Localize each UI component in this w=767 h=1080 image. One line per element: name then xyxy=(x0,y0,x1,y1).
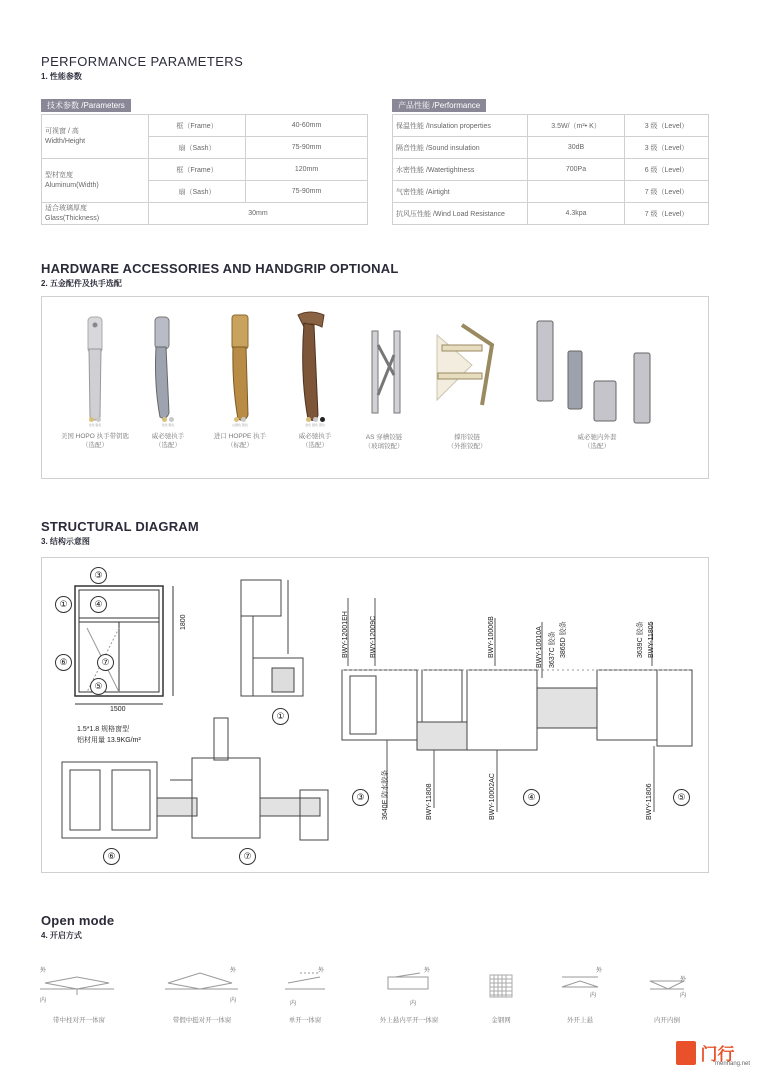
om-in: 内 xyxy=(680,993,687,999)
callout-circle: ⑤ xyxy=(673,789,690,806)
lock-set-icon xyxy=(537,321,650,423)
hardware-name: 威必驰执手 xyxy=(151,433,185,440)
open-mode-name: 内开内倒 xyxy=(654,1017,680,1024)
perf-name: 隔音性能 /Sound insulation xyxy=(393,137,528,159)
open-mode-6-icon xyxy=(562,977,598,987)
section1-subtitle: 1. 性能参数 xyxy=(41,72,82,81)
hardware-name: 威必驰内外套 xyxy=(577,434,617,441)
hardware-name: 威必驰执手 xyxy=(298,433,332,440)
open-mode-name: 外开上悬 xyxy=(567,1017,593,1024)
frame2-label: 框（Frame） xyxy=(149,159,246,181)
part-label: BWY-12009C xyxy=(370,615,377,658)
params-table xyxy=(41,114,368,225)
watermark xyxy=(676,1040,751,1067)
sash2-label: 扇（Sash） xyxy=(149,181,246,203)
perf-level: 6 级（Level） xyxy=(625,159,709,181)
section3-subtitle: 3. 结构示意图 xyxy=(41,537,90,546)
callout-circle: ⑦ xyxy=(97,654,114,671)
om-in: 内 xyxy=(590,993,597,999)
part-label: BWY-10010A xyxy=(536,626,543,668)
hardware-name: 进口 HOPPE 执手 xyxy=(213,433,267,440)
table-row xyxy=(393,181,709,203)
handle-vbh-silver-icon xyxy=(155,317,169,418)
om-out: 外 xyxy=(230,968,237,974)
hardware-note: （玻璃铰配） xyxy=(364,443,404,450)
open-mode-diagrams xyxy=(0,955,767,1015)
om-in: 内 xyxy=(410,1001,417,1007)
perf-value: 700Pa xyxy=(528,159,625,181)
wh-label: 可视窗 / 高 Width/Height xyxy=(42,115,149,159)
perf-value xyxy=(528,181,625,203)
handle-hoppe-gold-icon xyxy=(232,315,248,420)
section2-title: HARDWARE ACCESSORIES AND HANDGRIP OPTIONAL xyxy=(41,261,399,276)
hardware-item xyxy=(202,417,278,450)
callout-circle: ⑦ xyxy=(239,848,256,865)
table-row xyxy=(393,137,709,159)
om-out: 外 xyxy=(40,968,47,974)
part-label: 3637C 胶条 xyxy=(549,631,556,668)
dim-height: 1800 xyxy=(180,614,187,630)
frame-value: 40-60mm xyxy=(246,115,368,137)
om-out: 外 xyxy=(424,968,431,974)
perf-name: 保温性能 /Insulation properties xyxy=(393,115,528,137)
callout-circle: ③ xyxy=(352,789,369,806)
watermark-logo-icon xyxy=(676,1041,696,1065)
glass-value: 30mm xyxy=(149,203,368,225)
om-out: 外 xyxy=(680,977,687,983)
section3-title: STRUCTURAL DIAGRAM xyxy=(41,519,199,534)
handle-hopo-icon xyxy=(88,317,102,420)
hardware-item xyxy=(135,417,201,450)
callout-circle: ① xyxy=(272,708,289,725)
part-label: BWY-11808 xyxy=(426,783,433,820)
hardware-item xyxy=(280,417,350,450)
sash-label: 扇（Sash） xyxy=(149,137,246,159)
params-table-block xyxy=(41,95,368,225)
perf-level: 3 级（Level） xyxy=(625,137,709,159)
part-label: BWY-12001EH xyxy=(342,611,349,658)
params-tag: 技术参数 /Parameters xyxy=(41,99,131,112)
section-3-4-5-detail xyxy=(342,670,692,750)
hardware-box xyxy=(41,296,709,479)
perf-name: 气密性能 /Airtight xyxy=(393,181,528,203)
section2-subtitle: 2. 五金配件及执手选配 xyxy=(41,279,122,288)
open-mode-4-icon xyxy=(388,973,428,989)
diagram-box xyxy=(41,557,709,873)
callout-circle: ⑤ xyxy=(90,678,107,695)
dim-width: 1500 xyxy=(110,706,126,713)
perf-level: 7 级（Level） xyxy=(625,181,709,203)
dot-labels: 金色 银色 xyxy=(161,423,175,427)
perf-value: 4.3kpa xyxy=(528,203,625,225)
perf-value: 30dB xyxy=(528,137,625,159)
part-label: BWY-11806 xyxy=(646,783,653,820)
hinge-as-icon xyxy=(372,331,400,413)
handle-vbh-bronze-icon xyxy=(298,312,324,420)
callout-circle: ⑥ xyxy=(55,654,72,671)
sash-value: 75-90mm xyxy=(246,137,368,159)
part-label: 3865D 胶条 xyxy=(560,621,567,658)
section4-title: Open mode xyxy=(41,913,115,928)
frame2-value: 120mm xyxy=(246,159,368,181)
open-mode-1-icon xyxy=(40,977,114,995)
table-row xyxy=(393,115,709,137)
callout-circle: ③ xyxy=(90,567,107,584)
open-mode-name: 带假中挺对开一体窗 xyxy=(172,1017,232,1024)
table-row xyxy=(393,203,709,225)
hardware-item xyxy=(557,433,637,451)
hinge-stay-icon xyxy=(437,325,492,405)
perf-value: 3.5W/（m²• K） xyxy=(528,115,625,137)
perf-table-block xyxy=(392,95,709,225)
perf-table xyxy=(392,114,709,225)
dot-labels: 金色 银色 黑色 xyxy=(305,423,325,427)
hardware-name: AS 穿槽铰链 xyxy=(365,434,403,441)
open-mode-5-icon xyxy=(490,975,512,997)
om-in: 内 xyxy=(230,998,237,1004)
hardware-note: （选配） xyxy=(302,442,328,449)
hardware-note: （选配） xyxy=(584,443,610,450)
hardware-item xyxy=(352,433,416,451)
hardware-item xyxy=(52,417,138,450)
callout-circle: ⑥ xyxy=(103,848,120,865)
hardware-note: （外推铰配） xyxy=(447,443,487,450)
hardware-name: 美国 HOPO 执手带钥匙 xyxy=(60,433,130,440)
perf-name: 抗风压性能 /Wind Load Resistance xyxy=(393,203,528,225)
perf-level: 7 级（Level） xyxy=(625,203,709,225)
open-mode-name: 金钢网 xyxy=(491,1017,511,1024)
callout-circle: ④ xyxy=(523,789,540,806)
watermark-url: menhang.net xyxy=(715,1061,751,1067)
section-1-detail xyxy=(241,580,303,696)
open-mode-name: 带中柱对开一体窗 xyxy=(53,1017,105,1024)
part-label: BWY-10006B xyxy=(488,616,495,658)
perf-tag: 产品性能 /Performance xyxy=(392,99,486,112)
al-label: 型材宽度 Aluminum(Width) xyxy=(42,159,149,203)
hardware-images xyxy=(42,305,708,435)
open-mode-3-icon xyxy=(285,973,325,989)
perf-name: 水密性能 /Watertightness xyxy=(393,159,528,181)
open-mode-2-icon xyxy=(165,973,238,989)
om-out: 外 xyxy=(596,968,603,974)
table-row xyxy=(393,159,709,181)
hardware-note: （选配） xyxy=(155,442,181,449)
callout-lines xyxy=(348,598,654,812)
hardware-name: 撑形铰链 xyxy=(454,434,480,441)
hardware-note: （选配） xyxy=(82,442,108,449)
glass-label: 适合玻璃厚度 Glass(Thickness) xyxy=(42,203,149,225)
om-out: 外 xyxy=(318,968,325,974)
hardware-note: （标配） xyxy=(227,442,253,449)
open-mode-name: 单开一体窗 xyxy=(288,1017,322,1024)
part-label: BWY-11805 xyxy=(648,621,655,658)
om-in: 内 xyxy=(40,998,47,1004)
sash2-value: 75-90mm xyxy=(246,181,368,203)
callout-circle: ① xyxy=(55,596,72,613)
part-label: BWY-10002AC xyxy=(489,773,496,820)
hardware-item xyxy=(432,433,502,451)
spec-line2: 铝材用量 13.9KG/m² xyxy=(77,737,141,744)
part-label: 3639C 胶条 xyxy=(637,621,644,658)
open-mode-7-icon xyxy=(650,981,684,989)
watermark-brand: 门行 xyxy=(700,1045,735,1064)
dot-labels: 古铜色 银色 xyxy=(232,423,248,427)
part-label: 3640E 防水胶条 xyxy=(382,769,389,820)
perf-level: 3 级（Level） xyxy=(625,115,709,137)
callout-circle: ④ xyxy=(90,596,107,613)
structural-diagram xyxy=(42,558,708,872)
section4-subtitle: 4. 开启方式 xyxy=(41,931,82,940)
section1-title: PERFORMANCE PARAMETERS xyxy=(41,54,244,69)
frame-label: 框（Frame） xyxy=(149,115,246,137)
om-in: 内 xyxy=(290,1001,297,1007)
open-mode-name: 外上悬内平开一体窗 xyxy=(379,1017,439,1024)
spec-line1: 1.5*1.8 规格窗型 xyxy=(77,726,130,733)
dot-labels: 金色 银色 xyxy=(88,423,102,427)
